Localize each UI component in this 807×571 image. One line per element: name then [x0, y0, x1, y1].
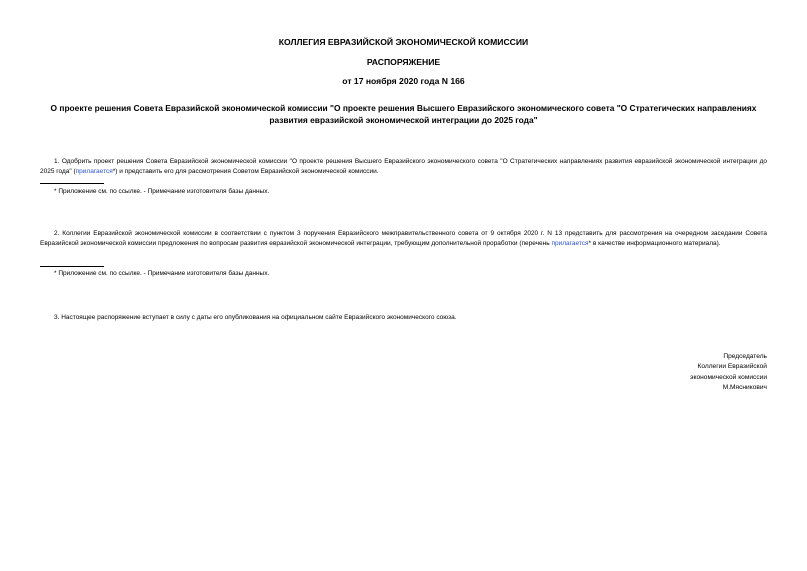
document-type-heading: РАСПОРЯЖЕНИЕ: [366, 57, 441, 67]
paragraph-2-text-before: 2. Коллегии Евразийской экономической комиссии в соответствии с пунктом 3 поручения Евразийского межправительственного совета от 9 октября 2020 г. N 13 представить для рассмотрения на очередном заседании Совета Евразийской экономической комиссии предложения по вопросам развития евразийской экономической интеграции, требующим дополнительной проработки (перечень: [40, 230, 767, 247]
paragraph-1-text-before: 1. Одобрить проект решения Совета Евразийской экономической комиссии "О проекте решения Высшего Евразийского экономического совета "О Стратегических направлениях развития евразийской экономической интеграции до 2025 года" (: [40, 158, 767, 175]
annex-link-1[interactable]: прилагается: [75, 167, 113, 175]
footnote-separator-2: [40, 266, 104, 267]
signature-block: [690, 352, 767, 393]
footnote-separator-1: [40, 183, 104, 184]
signature-name: М.Мясникович: [722, 383, 767, 391]
footnote-1: * Приложение см. по ссылке. - Примечание изготовителя базы данных.: [54, 188, 270, 195]
paragraph-2: [40, 229, 767, 249]
organization-heading: КОЛЛЕГИЯ ЕВРАЗИЙСКОЙ ЭКОНОМИЧЕСКОЙ КОМИССИИ: [278, 37, 529, 47]
annex-link-2[interactable]: прилагается: [551, 239, 589, 247]
paragraph-2-text-after: * в качестве информационного материала).: [588, 239, 721, 247]
paragraph-1: [40, 157, 767, 177]
signature-position: Председатель: [723, 353, 767, 360]
signature-body: Коллегии Евразийской: [697, 363, 767, 371]
footnote-2: * Приложение см. по ссылке. - Примечание изготовителя базы данных.: [54, 270, 270, 277]
document-date-number: от 17 ноября 2020 года N 166: [342, 76, 465, 86]
paragraph-3: 3. Настоящее распоряжение вступает в силу с даты его опубликования на официальном сайте Евразийского экономического союза.: [54, 314, 457, 321]
signature-organization: экономической комиссии: [690, 373, 767, 381]
document-title: О проекте решения Совета Евразийской экономической комиссии "О проекте решения Высшего Евразийского экономического совета "О Стратегических направлениях развития евразийской экономической интеграции до 2025 года": [50, 103, 757, 125]
paragraph-1-text-after: *) и представить его для рассмотрения Советом Евразийской экономической комиссии.: [112, 167, 379, 175]
